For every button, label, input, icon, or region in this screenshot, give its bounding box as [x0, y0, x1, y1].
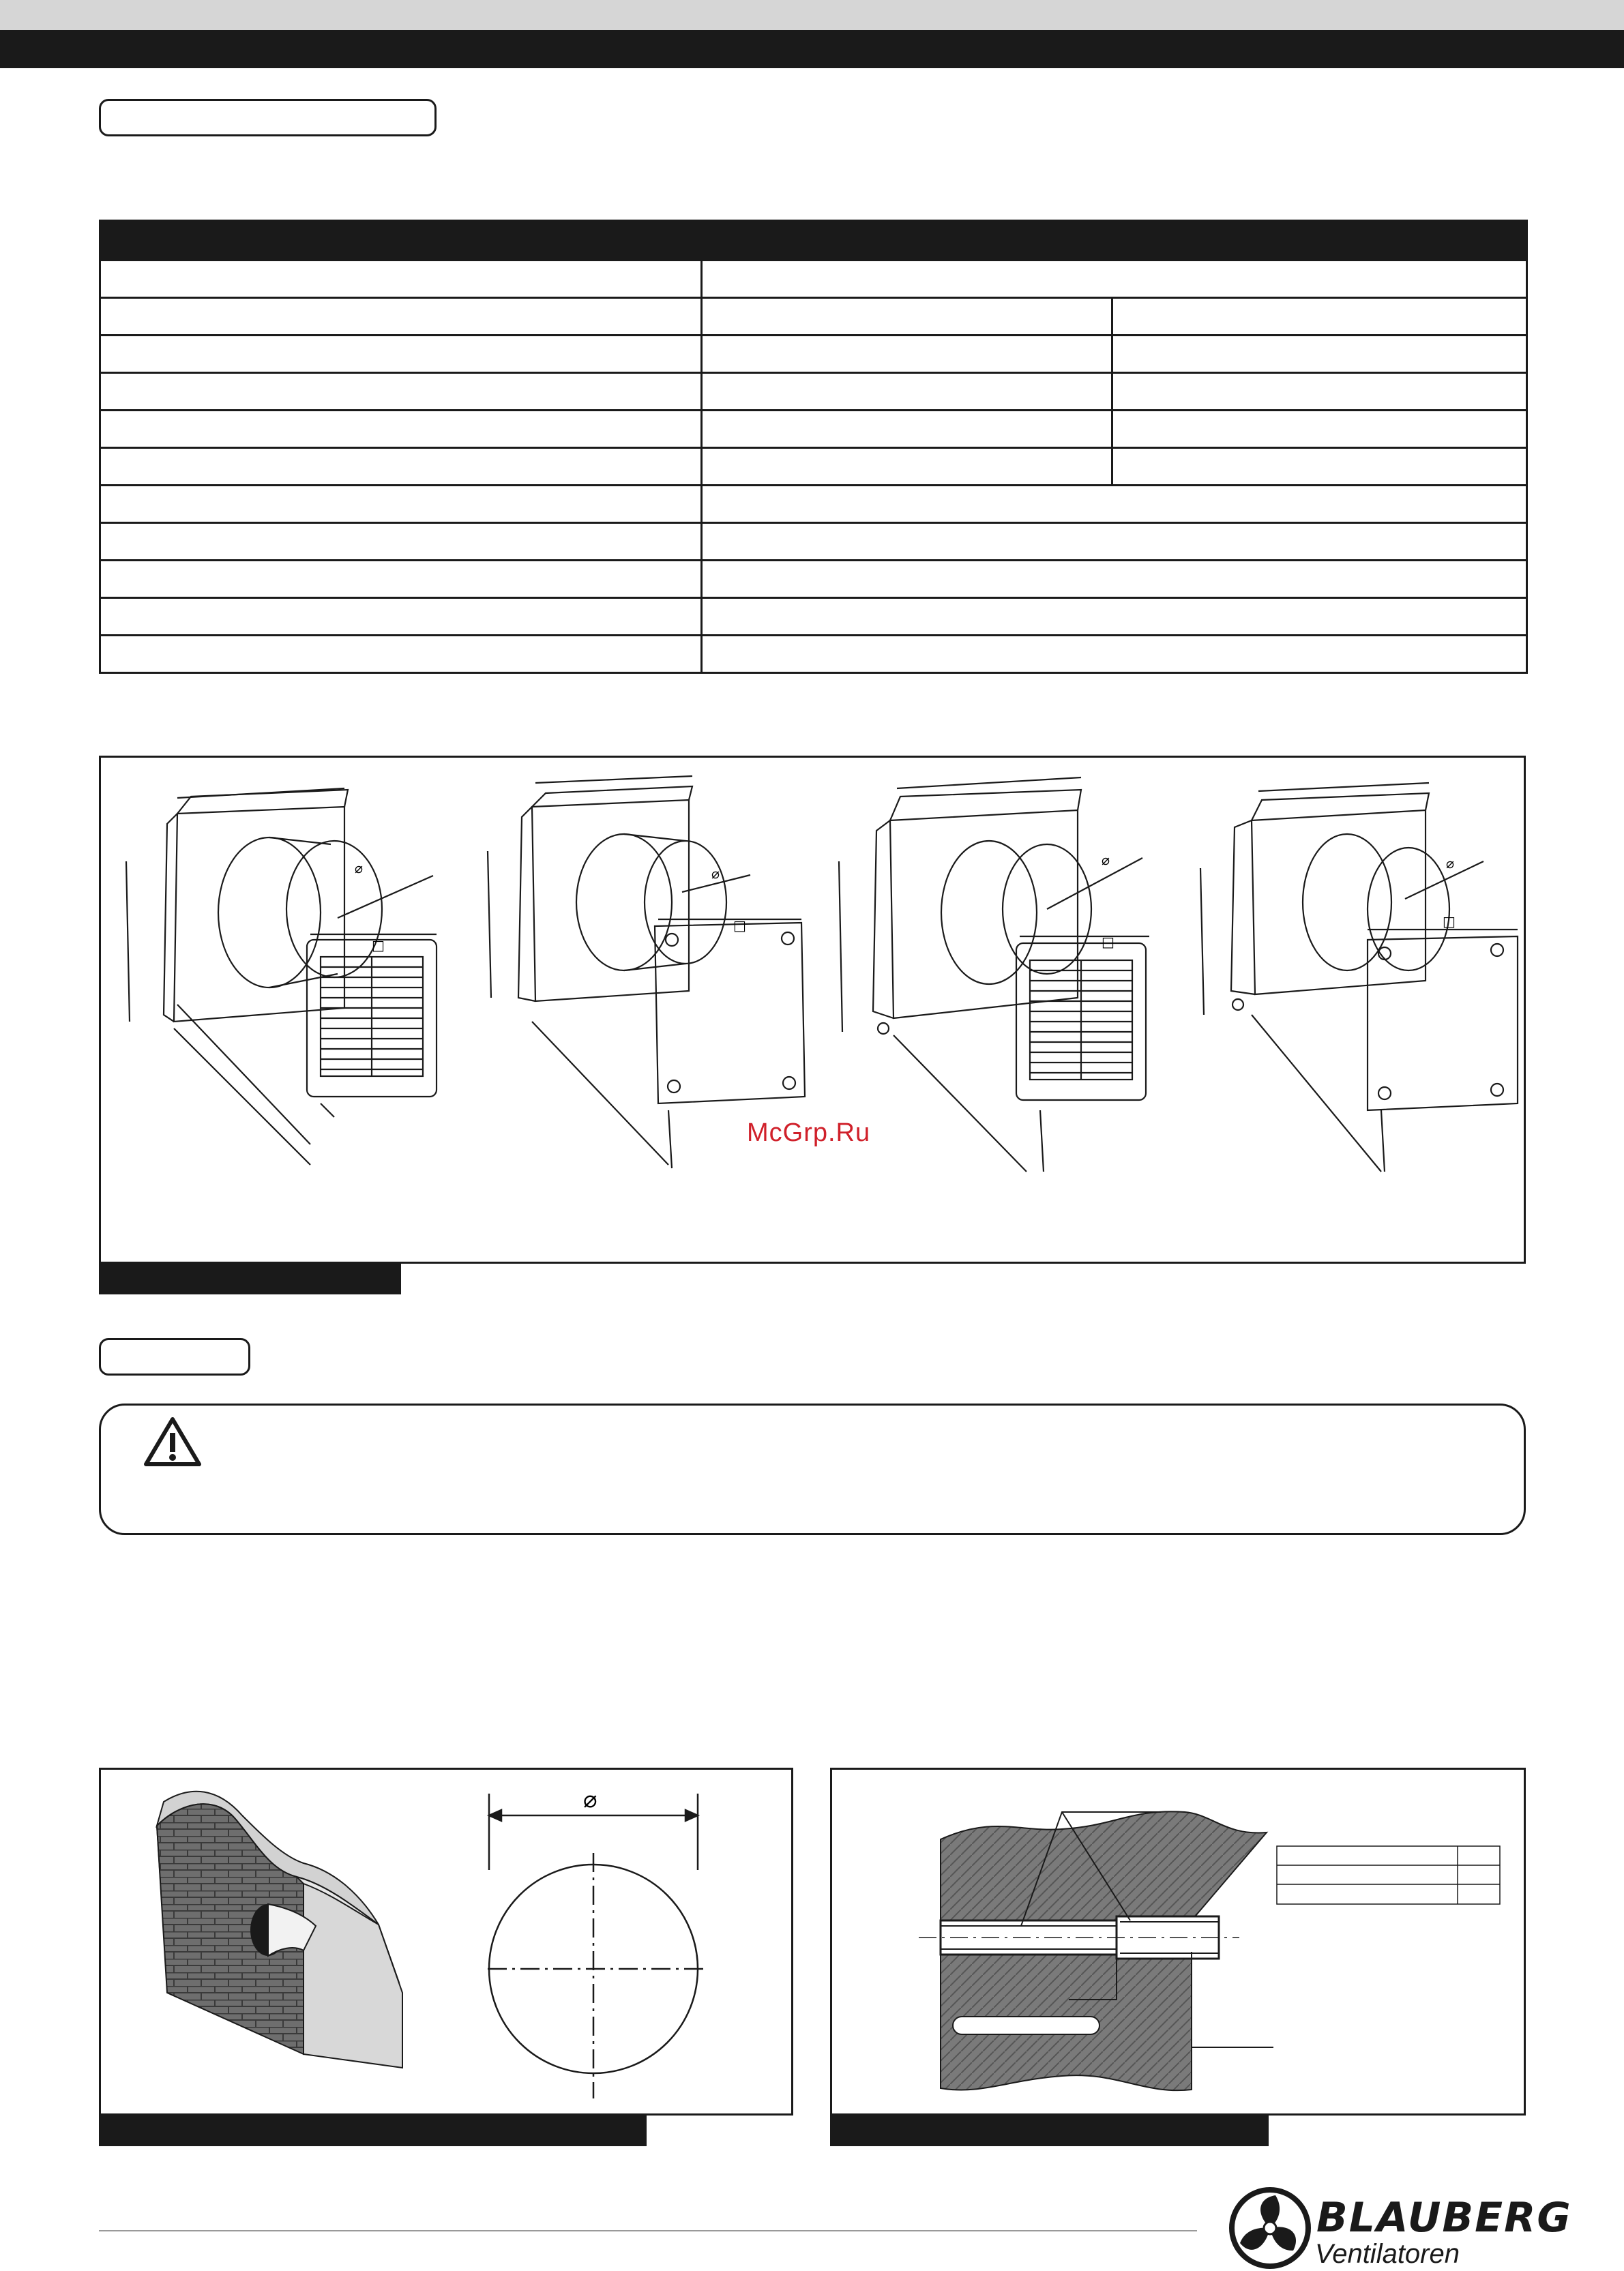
wall-opening-caption [99, 2116, 647, 2146]
watermark: McGrp.Ru [747, 1118, 871, 1147]
section-label-mounting [99, 1338, 250, 1376]
dimensions-drawing [99, 756, 1526, 1264]
brand-logo [1228, 2186, 1572, 2271]
product-drawing-4 [1200, 783, 1518, 1172]
spec-table [99, 220, 1528, 674]
logo-brand-name: BLAUBERG [1316, 2194, 1572, 2242]
table-row [100, 448, 1527, 486]
square-mark: □ [1443, 913, 1456, 930]
brick-wall-illustration [157, 1792, 402, 2068]
table-row [100, 373, 1527, 411]
table-row [100, 336, 1527, 373]
table-row [100, 486, 1527, 523]
square-mark: □ [1102, 934, 1114, 950]
header-black-bar [0, 30, 1624, 68]
fan-logo-icon [1228, 2186, 1313, 2271]
warning-box [99, 1404, 1526, 1535]
opening-circle-drawing [488, 1794, 706, 2098]
table-row [100, 523, 1527, 561]
table-row [100, 261, 1527, 298]
cut-diameter-mark: ⌀ [583, 1786, 597, 1813]
wall-section-legend-table [1277, 1846, 1500, 1904]
diameter-mark: ⌀ [711, 865, 720, 882]
diameter-mark: ⌀ [355, 860, 364, 876]
diameter-mark: ⌀ [1446, 855, 1455, 872]
wall-section-illustration [919, 1811, 1273, 2090]
spec-table-header [100, 221, 1527, 261]
square-mark: □ [733, 917, 746, 934]
table-row [100, 636, 1527, 673]
warning-icon [142, 1415, 203, 1470]
square-mark: □ [372, 937, 385, 953]
logo-subtitle: Ventilatoren [1315, 2239, 1460, 2269]
diameter-mark: ⌀ [1102, 852, 1110, 868]
product-drawing-2 [488, 776, 805, 1168]
wall-section-drawing [830, 1768, 1526, 2116]
product-drawing-3 [839, 777, 1149, 1172]
table-row [100, 411, 1527, 448]
product-drawing-1 [126, 788, 437, 1165]
dimensions-figure-caption [99, 1264, 401, 1294]
wall-section-caption [830, 2116, 1269, 2146]
table-row [100, 598, 1527, 636]
table-row [100, 561, 1527, 598]
section-label-specs [99, 99, 437, 136]
wall-opening-drawing [99, 1768, 793, 2116]
header-grey-bar [0, 0, 1624, 30]
table-row [100, 298, 1527, 336]
footer-line [99, 2230, 1197, 2231]
